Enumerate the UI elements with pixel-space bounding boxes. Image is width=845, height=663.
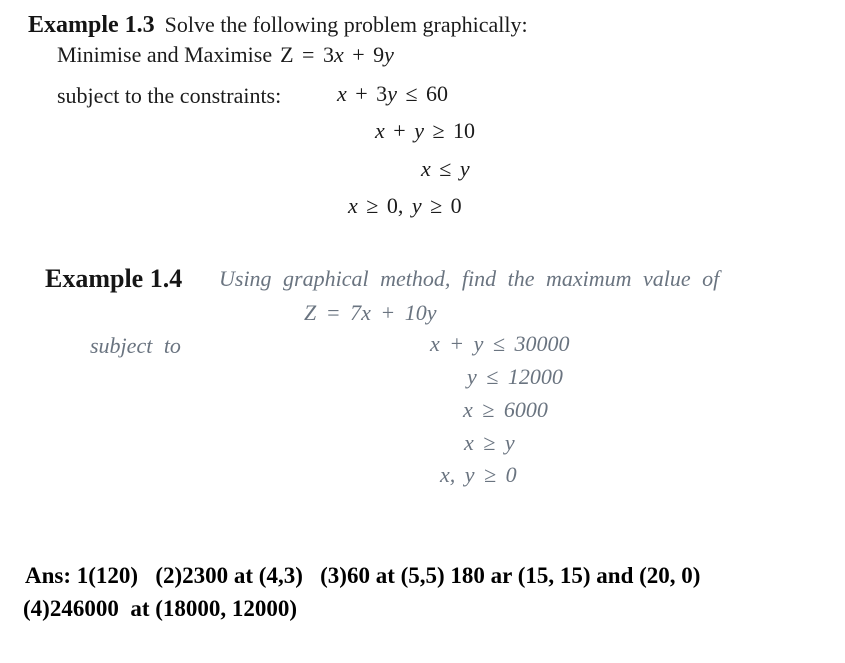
- example-1-4-intro: Using graphical method, find the maximum value of: [219, 266, 720, 291]
- answers-line-1: Ans: 1(120) (2)2300 at (4,3) (3)60 at (5,5) 180 ar (15, 15) and (20, 0): [25, 563, 701, 588]
- example-1-4-constraint-2: y ≤ 12000: [467, 364, 563, 389]
- example-1-3-objective-prefix: Minimise and Maximise: [57, 42, 273, 67]
- example-1-4-heading: Example 1.4: [45, 264, 183, 293]
- example-1-4-constraint-4: x ≥ y: [464, 430, 515, 455]
- example-1-4-subject-label: subject to: [90, 333, 181, 358]
- example-1-4-objective-expression: Z = 7x + 10y: [304, 300, 437, 325]
- example-1-3-constraint-3: x ≤ y: [421, 156, 470, 181]
- example-1-4-constraint-5: x, y ≥ 0: [440, 462, 517, 487]
- example-1-3-heading: Example 1.3: [28, 12, 155, 38]
- example-1-4-constraint-1: x + y ≤ 30000: [430, 331, 570, 356]
- example-1-4-constraint-3: x ≥ 6000: [463, 397, 548, 422]
- example-1-3-constraint-2: x + y ≥ 10: [375, 118, 476, 143]
- example-1-3-intro: Solve the following problem graphically:: [164, 12, 528, 37]
- example-1-3-constraint-4: x ≥ 0, y ≥ 0: [348, 193, 462, 218]
- example-1-3-objective-expression: Z = 3x + 9y: [280, 42, 394, 67]
- answers-line-2: (4)246000 at (18000, 12000): [23, 596, 298, 621]
- example-1-3-constraint-1: x + 3y ≤ 60: [337, 81, 449, 106]
- example-1-3-subject-label: subject to the constraints:: [57, 83, 282, 108]
